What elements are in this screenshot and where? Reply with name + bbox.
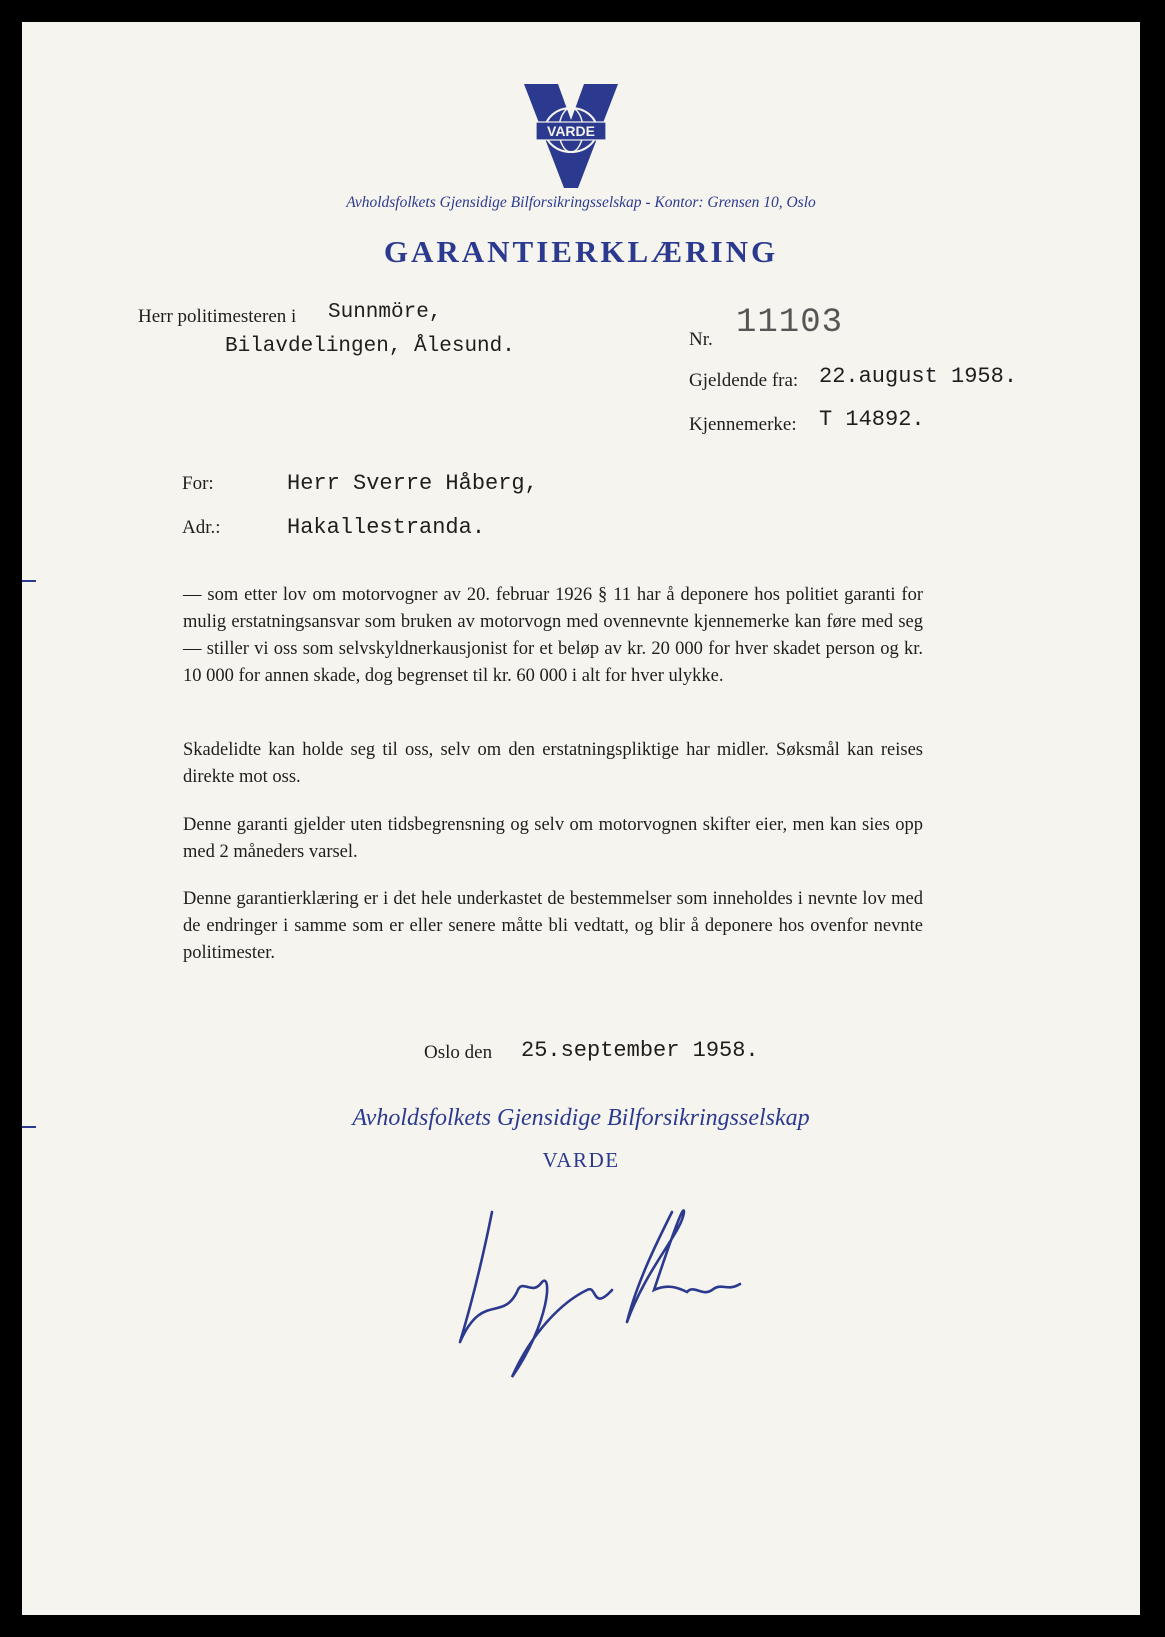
insured-name: Herr Sverre Håberg, — [287, 471, 538, 496]
insured-for-label: For: — [182, 473, 214, 494]
number-label: Nr. — [689, 329, 713, 350]
body-paragraph-3: Denne garanti gjelder uten tidsbegrensning og selv om motorvognen skifter eier, men kan sies opp med 2 måneders varsel. — [183, 815, 923, 862]
company-header-line: Avholdsfolkets Gjensidige Bilforsikringsselskap - Kontor: Grensen 10, Oslo — [346, 194, 816, 211]
registration-number: T 14892. — [819, 407, 925, 432]
closing-place-label: Oslo den — [424, 1042, 493, 1063]
punch-mark-bottom — [22, 1126, 36, 1128]
punch-mark-top — [22, 580, 36, 582]
insured-address-label: Adr.: — [182, 517, 221, 538]
svg-text:VARDE: VARDE — [547, 123, 595, 139]
signature-varde: VARDE — [542, 1148, 620, 1172]
closing-date: 25.september 1958. — [521, 1038, 759, 1063]
body-paragraph-1: — som etter lov om motorvogner av 20. februar 1926 § 11 har å deponere hos politiet garanti for mulig erstatningsansvar som bruken av motorvogn med ovennevnte kjennemerke kan føre med seg — stiller vi oss som selvskyldnerkausjonist for et beløp av kr. 20 000 for hver skadet person og kr. 10 000 for annen skade, dog begrenset til kr. 60 000 i alt for hver ulykke. — [183, 585, 923, 686]
signature-company: Avholdsfolkets Gjensidige Bilforsikringsselskap — [352, 1105, 810, 1131]
valid-from-label: Gjeldende fra: — [689, 370, 799, 391]
recipient-label: Herr politimesteren i — [138, 306, 297, 327]
varde-logo — [522, 80, 620, 192]
handwritten-signature — [422, 1172, 742, 1382]
recipient-line-1: Sunnmöre, — [328, 301, 442, 324]
valid-from-date: 22.august 1958. — [819, 364, 1018, 389]
registration-label: Kjennemerke: — [689, 414, 797, 435]
document-page — [22, 22, 1140, 1615]
body-paragraph-4: Denne garantierklæring er i det hele underkastet de bestemmelser som inneholdes i nevnte lov med de endringer i samme som er eller senere måtte bli vedtatt, og blir å deponere hos ovenfor nevnte politimester. — [183, 889, 923, 963]
insured-address: Hakallestranda. — [287, 515, 486, 540]
certificate-number: 11103 — [736, 304, 844, 342]
document-title: GARANTIERKLÆRING — [383, 234, 779, 269]
recipient-line-2: Bilavdelingen, Ålesund. — [225, 335, 515, 358]
body-paragraph-2: Skadelidte kan holde seg til oss, selv om den erstatningspliktige har midler. Søksmål kan reises direkte mot oss. — [183, 740, 923, 787]
